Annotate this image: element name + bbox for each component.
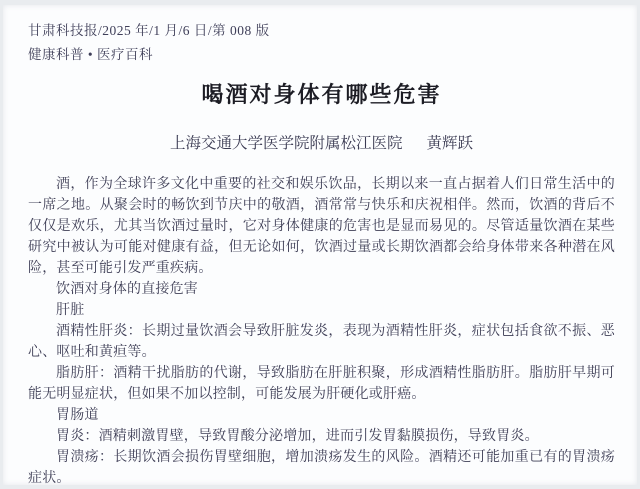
article-paragraph: 胃炎：酒精刺激胃壁，导致胃酸分泌增加，进而引发胃黏膜损伤，导致胃炎。 xyxy=(56,429,539,444)
article-title: 喝酒对身体有哪些危害 xyxy=(201,82,442,107)
article-byline xyxy=(28,133,615,155)
article-body xyxy=(28,174,615,489)
document-page xyxy=(3,5,637,485)
article-paragraph: 脂肪肝：酒精干扰脂肪的代谢，导致脂肪在肝脏积聚，形成酒精性脂肪肝。脂肪肝早期可能无明显症状，但如果不加以控制，可能发展为肝硬化或肝癌。 xyxy=(28,366,615,402)
category-line: 健康科普 • 医疗百科 xyxy=(28,47,153,62)
page-header xyxy=(28,19,615,67)
section-heading: 肝脏 xyxy=(56,303,85,318)
publication-line: 甘肃科技报/2025 年/1 月/6 日/第 008 版 xyxy=(28,23,270,38)
article-paragraph: 胃溃疡：长期饮酒会损伤胃壁细胞，增加溃疡发生的风险。酒精还可能加重已有的胃溃疡症状。 xyxy=(28,450,615,486)
byline-affiliation: 上海交通大学医学院附属松江医院 xyxy=(169,135,403,152)
section-heading: 饮酒对身体的直接危害 xyxy=(56,282,198,297)
article-paragraph: 酒，作为全球许多文化中重要的社交和娱乐饮品，长期以来一直占据着人们日常生活中的一席之地。从聚会时的畅饮到节庆中的敬酒，酒常常与快乐和庆祝相伴。然而，饮酒的背后不仅仅是欢乐，尤其当饮酒过量时，它对身体健康的危害也是显而易见的。尽管适量饮酒在某些研究中被认为可能对健康有益，但无论如何，饮酒过量或长期饮酒都会给身体带来各种潜在风险，甚至可能引发严重疾病。 xyxy=(28,177,615,276)
section-heading: 胃肠道 xyxy=(56,408,99,423)
byline-author: 黄辉跃 xyxy=(426,135,474,152)
article-paragraph: 酒精性肝炎：长期过量饮酒会导致肝脏发炎，表现为酒精性肝炎，症状包括食欲不振、恶心、呕吐和黄疸等。 xyxy=(28,324,615,360)
